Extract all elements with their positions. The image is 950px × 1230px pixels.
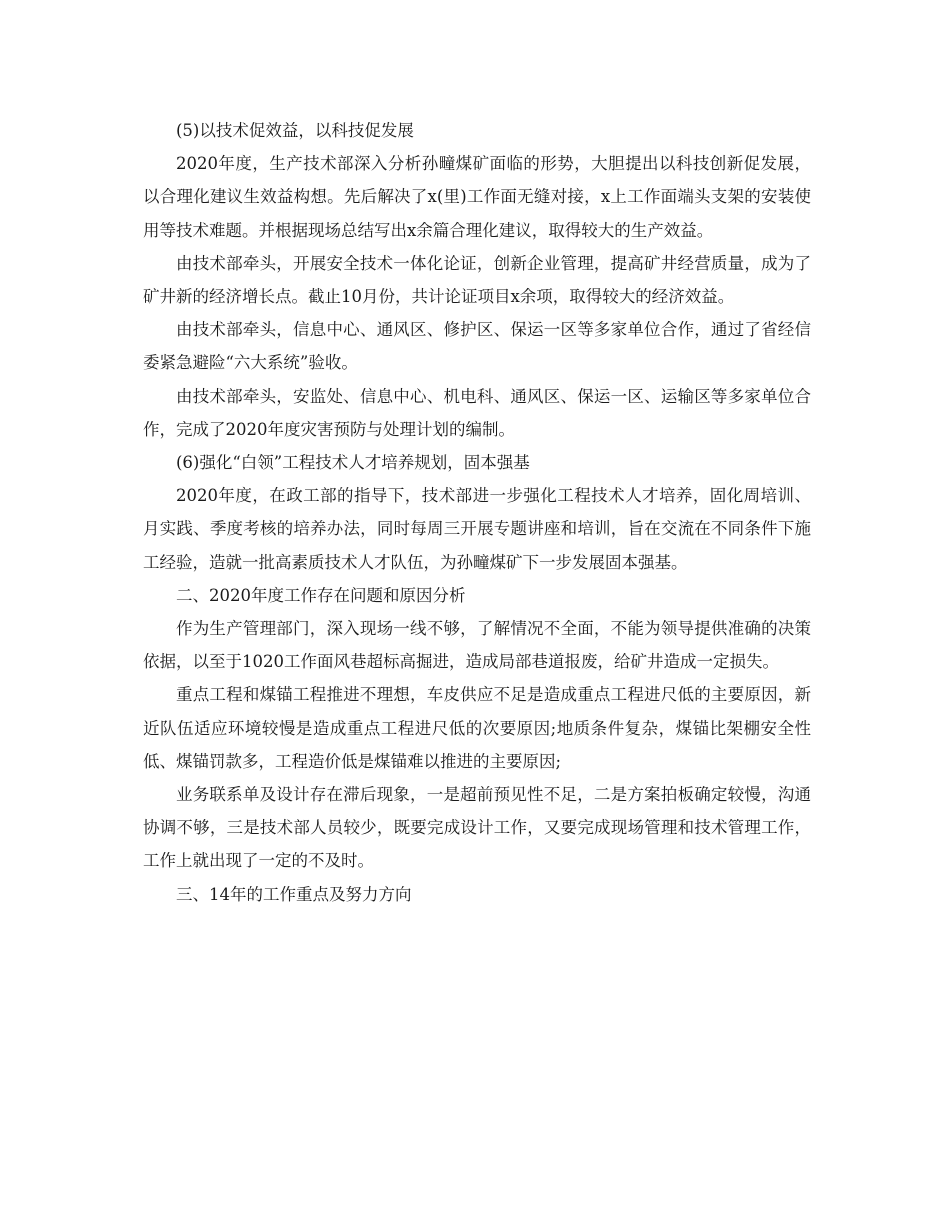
paragraph: 由技术部牵头，开展安全技术一体化论证，创新企业管理，提高矿井经营质量，成为了矿井新的经济增长点。截止10月份，共计论证项目x余项，取得较大的经济效益。 (143, 253, 811, 307)
paragraph: 由技术部牵头，信息中心、通风区、修护区、保运一区等多家单位合作，通过了省经信委紧急避险“六大系统”验收。 (143, 320, 811, 373)
paragraph: 作为生产管理部门，深入现场一线不够，了解情况不全面，不能为领导提供准确的决策依据，以至于1020工作面风巷超标高掘进，造成局部巷道报废，给矿井造成一定损失。 (143, 619, 811, 672)
paragraph: 2020年度，在政工部的指导下，技术部进一步强化工程技术人才培养，固化周培训、月实践、季度考核的培养办法，同时每周三开展专题讲座和培训，旨在交流在不同条件下施工经验，造就一批高素质技术人才队伍，为孙疃煤矿下一步发展固本强基。 (143, 486, 811, 572)
paragraph: 重点工程和煤锚工程推进不理想，车皮供应不足是造成重点工程进尺低的主要原因，新近队伍适应环境较慢是造成重点工程进尺低的次要原因;地质条件复杂，煤锚比架棚安全性低、煤锚罚款多，工程造价低是煤锚难以推进的主要原因; (143, 685, 811, 771)
paragraph: 2020年度，生产技术部深入分析孙疃煤矿面临的形势，大胆提出以科技创新促发展，以合理化建议生效益构想。先后解决了x(里)工作面无缝对接，x上工作面端头支架的安装使用等技术难题。并根据现场总结写出x余篇合理化建议，取得较大的生产效益。 (143, 154, 811, 240)
paragraph: 由技术部牵头，安监处、信息中心、机电科、通风区、保运一区、运输区等多家单位合作，完成了2020年度灾害预防与处理计划的编制。 (143, 386, 811, 439)
section-heading-6: (6)强化“白领”工程技术人才培养规划，固本强基 (176, 453, 530, 473)
section-heading-next-year: 三、14年的工作重点及努力方向 (176, 884, 412, 904)
section-heading-problems: 二、2020年度工作存在问题和原因分析 (176, 585, 466, 605)
document-body (143, 114, 811, 911)
section-heading-5: (5)以技术促效益，以科技促发展 (176, 121, 414, 140)
paragraph: 业务联系单及设计存在滞后现象，一是超前预见性不足，二是方案拍板确定较慢，沟通协调不够，三是技术部人员较少，既要完成设计工作，又要完成现场管理和技术管理工作，工作上就出现了一定的不及时。 (143, 785, 811, 871)
